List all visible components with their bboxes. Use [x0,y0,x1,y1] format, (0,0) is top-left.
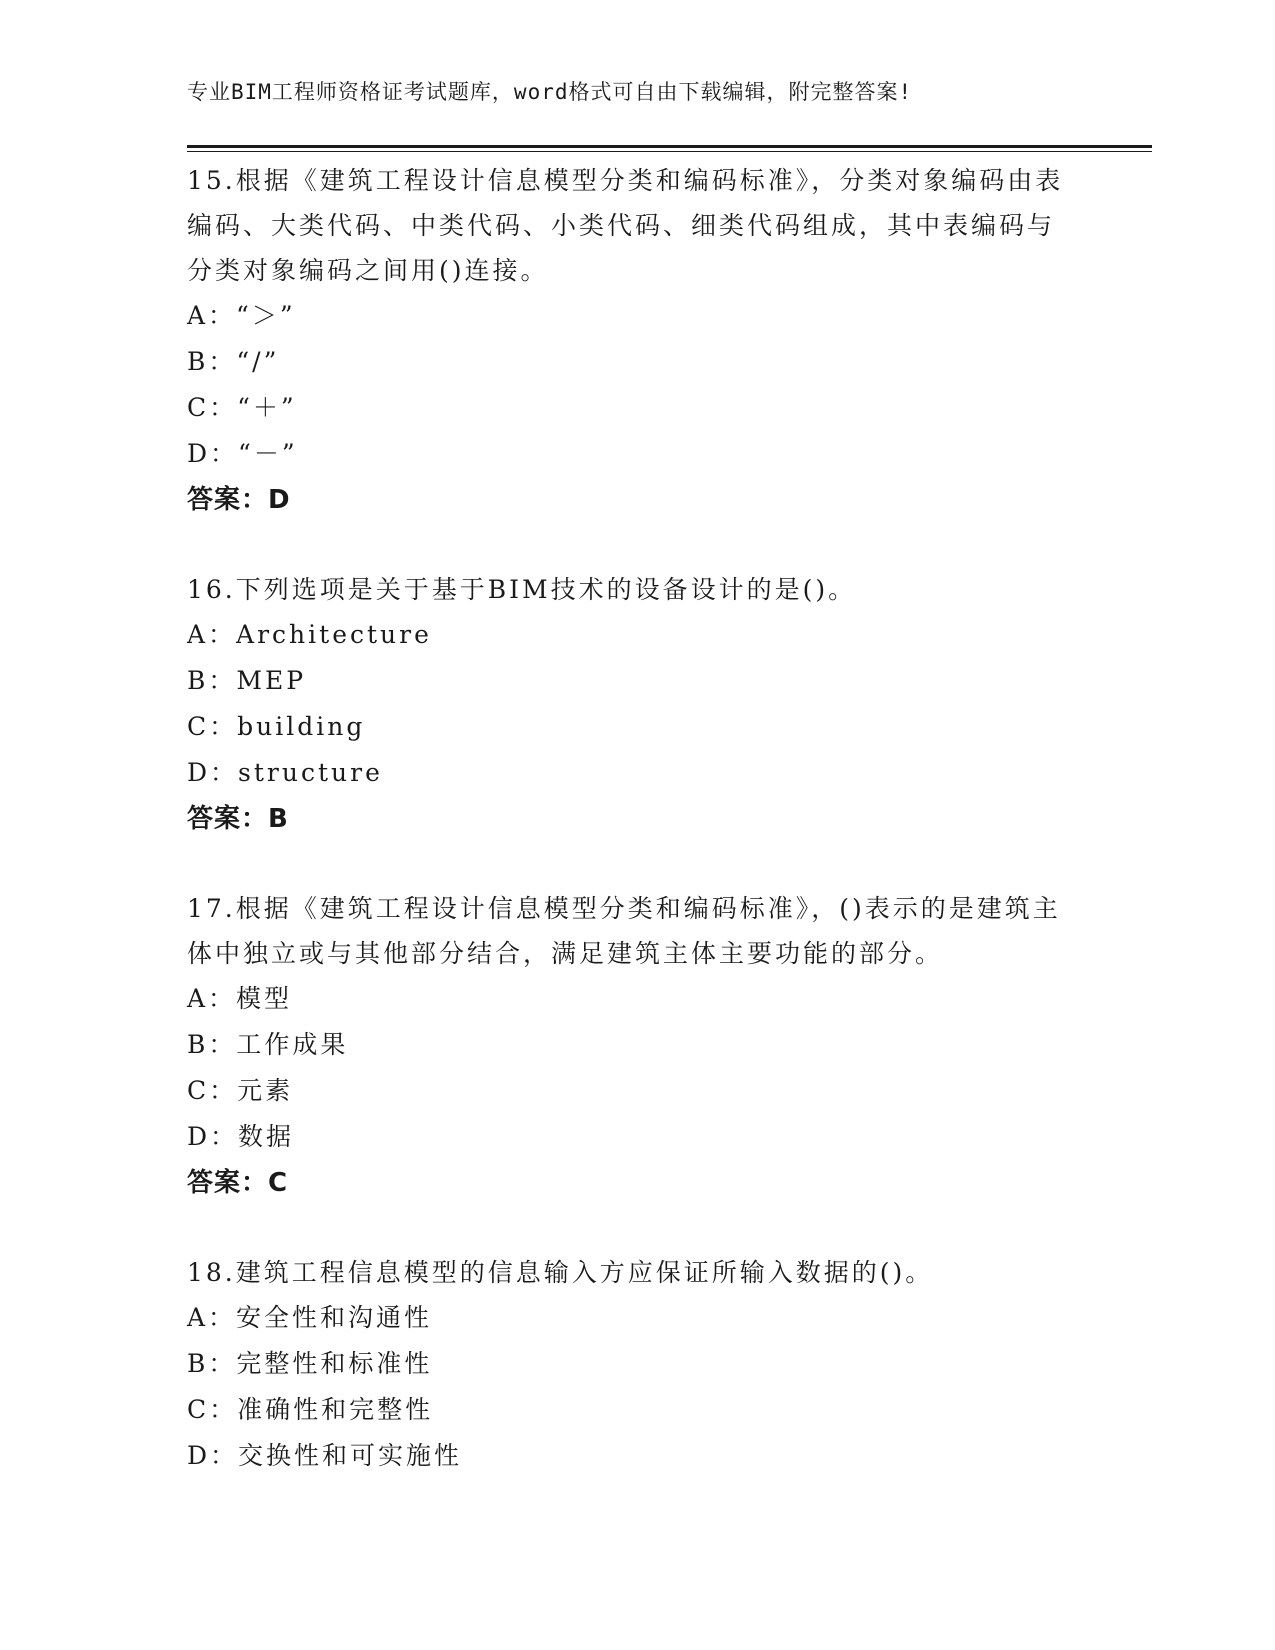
option-c: C：元素 [187,1076,294,1105]
question-list [187,158,1087,1479]
header-rule-thin [187,151,1152,152]
option-b: B：完整性和标准性 [187,1349,433,1378]
option-d: D：交换性和可实施性 [187,1441,463,1470]
option-a: A：安全性和沟通性 [187,1303,433,1332]
option-c: C：“＋” [187,393,297,422]
question-16 [187,567,1087,842]
option-c: C：准确性和完整性 [187,1395,434,1424]
header-rule [187,145,1152,148]
spacer [187,842,1087,886]
option-b: B：工作成果 [187,1030,349,1059]
option-c: C：building [187,712,366,741]
spacer [187,1206,1087,1250]
question-17 [187,886,1087,1206]
option-a: A：Architecture [187,620,432,649]
option-d: D：数据 [187,1122,295,1151]
question-15 [187,158,1087,523]
option-a: A：模型 [187,984,293,1013]
option-b: B：“/” [187,347,280,376]
question-stem: 18.建筑工程信息模型的信息输入方应保证所输入数据的()。 [187,1258,934,1287]
question-stem: 17.根据《建筑工程设计信息模型分类和编码标准》，()表示的是建筑主体中独立或与其他部分结合，满足建筑主体主要功能的部分。 [187,894,1061,968]
question-stem: 16.下列选项是关于基于BIM技术的设备设计的是()。 [187,575,857,604]
answer: 答案：C [187,1168,289,1198]
spacer [187,523,1087,567]
option-a: A：“＞” [187,301,296,330]
answer: 答案：B [187,804,289,834]
option-d: D：structure [187,758,383,787]
question-stem: 15.根据《建筑工程设计信息模型分类和编码标准》，分类对象编码由表编码、大类代码、中类代码、小类代码、细类代码组成，其中表编码与分类对象编码之间用()连接。 [187,166,1064,285]
answer: 答案：D [187,485,291,515]
option-b: B：MEP [187,666,307,695]
question-18 [187,1250,1087,1479]
option-d: D：“－” [187,439,298,468]
page-header: 专业BIM工程师资格证考试题库，word格式可自由下载编辑，附完整答案! [187,80,913,104]
